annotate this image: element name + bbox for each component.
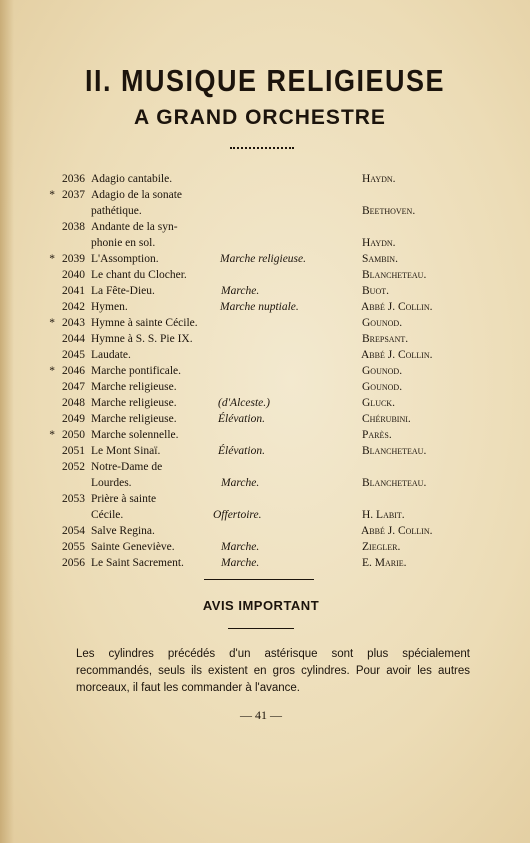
- composer-name: E. Marie.: [362, 557, 407, 569]
- asterisk-mark: *: [49, 317, 55, 329]
- section-divider: [204, 579, 314, 580]
- catalog-number: 2056: [62, 557, 85, 569]
- piece-title: Marche religieuse.: [91, 413, 177, 425]
- piece-subtitle: Élévation.: [218, 413, 265, 425]
- piece-title: Marche pontificale.: [91, 365, 182, 377]
- piece-title: pathétique.: [91, 205, 142, 217]
- piece-subtitle: (d'Alceste.): [218, 397, 270, 409]
- piece-title: Sainte Geneviève.: [91, 541, 175, 553]
- catalog-number: 2051: [62, 445, 85, 457]
- section-subtitle: A GRAND ORCHESTRE: [134, 106, 386, 129]
- catalog-number: 2055: [62, 541, 85, 553]
- asterisk-mark: *: [49, 253, 55, 265]
- piece-title: Adagio cantabile.: [91, 173, 173, 185]
- composer-name: Ziegler.: [362, 541, 401, 553]
- catalog-number: 2043: [62, 317, 85, 329]
- piece-subtitle: Offertoire.: [213, 509, 262, 521]
- piece-title: Adagio de la sonate: [91, 189, 183, 201]
- piece-title: Laudate.: [91, 349, 131, 361]
- piece-title: Marche religieuse.: [91, 381, 177, 393]
- catalog-number: 2041: [62, 285, 85, 297]
- catalog-number: 2054: [62, 525, 85, 537]
- composer-name: Gluck.: [362, 397, 395, 409]
- composer-name: Blancheteau.: [362, 477, 427, 489]
- asterisk-mark: *: [49, 429, 55, 441]
- composer-name: H. Labit.: [362, 509, 405, 521]
- catalog-number: 2037: [62, 189, 85, 201]
- composer-name: Gounod.: [362, 365, 403, 377]
- piece-title: Hymne à S. S. Pie IX.: [91, 333, 193, 345]
- catalog-number: 2044: [62, 333, 85, 345]
- piece-title: Notre-Dame de: [91, 461, 163, 473]
- composer-name: Brepsant.: [362, 333, 409, 345]
- composer-name: Blancheteau.: [362, 445, 427, 457]
- piece-subtitle: Marche.: [221, 477, 260, 489]
- piece-title: Prière à sainte: [91, 493, 157, 505]
- piece-subtitle: Marche.: [221, 541, 260, 553]
- catalog-number: 2040: [62, 269, 85, 281]
- composer-name: Gounod.: [362, 317, 403, 329]
- catalog-number: 2049: [62, 413, 85, 425]
- section-title: II. MUSIQUE RELIGIEUSE: [84, 64, 446, 98]
- piece-subtitle: Marche.: [221, 285, 260, 297]
- composer-name: Haydn.: [362, 237, 396, 249]
- piece-title: Le chant du Clocher.: [91, 269, 187, 281]
- piece-subtitle: Marche.: [221, 557, 260, 569]
- catalog-number: 2050: [62, 429, 85, 441]
- piece-title: Lourdes.: [91, 477, 132, 489]
- piece-title: Andante de la syn-: [91, 221, 178, 233]
- notice-divider: [228, 628, 294, 629]
- composer-name: Abbé J. Collin.: [361, 525, 433, 537]
- catalog-number: 2046: [62, 365, 85, 377]
- composer-name: Abbé J. Collin.: [361, 349, 433, 361]
- catalog-number: 2048: [62, 397, 85, 409]
- piece-subtitle: Marche religieuse.: [220, 253, 307, 265]
- piece-title: Cécile.: [91, 509, 124, 521]
- composer-name: Beethoven.: [362, 205, 416, 217]
- piece-title: Hymen.: [91, 301, 128, 313]
- piece-title: Hymne à sainte Cécile.: [91, 317, 198, 329]
- piece-title: Marche religieuse.: [91, 397, 177, 409]
- composer-name: Haydn.: [362, 173, 396, 185]
- catalog-number: 2038: [62, 221, 85, 233]
- catalog-number: 2047: [62, 381, 85, 393]
- piece-title: phonie en sol.: [91, 237, 156, 249]
- piece-subtitle: Marche nuptiale.: [220, 301, 299, 313]
- catalog-number: 2039: [62, 253, 85, 265]
- piece-subtitle: Élévation.: [218, 445, 265, 457]
- piece-title: Le Saint Sacrement.: [91, 557, 184, 569]
- asterisk-mark: *: [49, 365, 55, 377]
- composer-name: Blancheteau.: [362, 269, 427, 281]
- ornament-divider: [230, 144, 294, 152]
- composer-name: Sambin.: [362, 253, 398, 265]
- page-number: — 41 —: [240, 708, 282, 722]
- notice-text: Les cylindres précédés d'un astérisque sont plus spécialement recommandés, seuls ils existent en gros cylindres. Pour avoir les autres morceaux, il faut les commander à l'avance.: [76, 648, 470, 694]
- catalog-number: 2042: [62, 301, 85, 313]
- piece-title: La Fête-Dieu.: [91, 285, 155, 297]
- composer-name: Gounod.: [362, 381, 403, 393]
- composer-name: Buot.: [362, 285, 389, 297]
- notice-heading: AVIS IMPORTANT: [202, 598, 320, 613]
- catalog-number: 2045: [62, 349, 85, 361]
- catalog-number: 2036: [62, 173, 85, 185]
- composer-name: Chérubini.: [362, 413, 411, 425]
- piece-title: Le Mont Sinaï.: [91, 445, 161, 457]
- catalog-number: 2052: [62, 461, 85, 473]
- piece-title: Salve Regina.: [91, 525, 155, 537]
- piece-title: L'Assomption.: [91, 253, 159, 265]
- piece-title: Marche solennelle.: [91, 429, 179, 441]
- catalog-number: 2053: [62, 493, 85, 505]
- composer-name: Parès.: [362, 429, 392, 441]
- composer-name: Abbé J. Collin.: [361, 301, 433, 313]
- asterisk-mark: *: [49, 189, 55, 201]
